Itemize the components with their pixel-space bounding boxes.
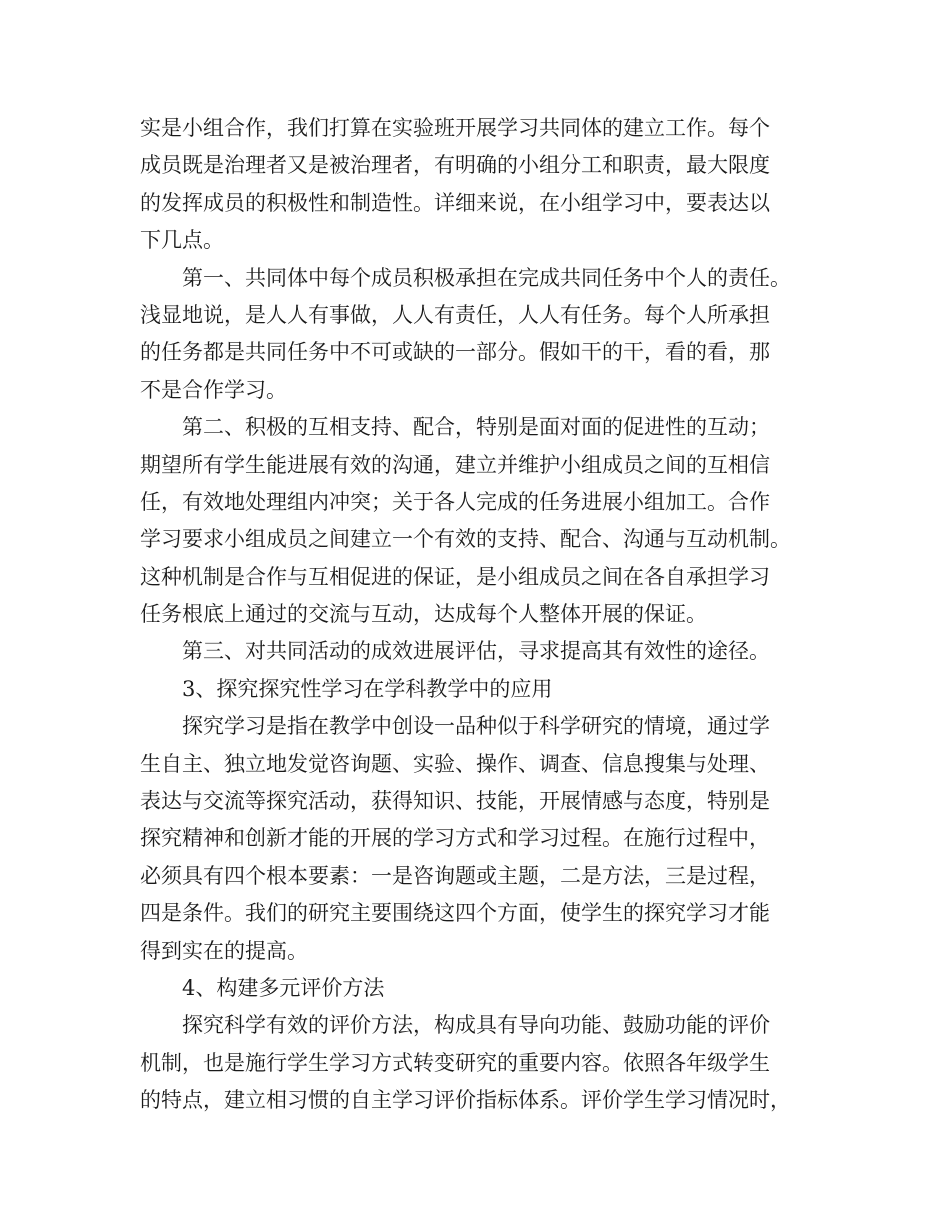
text-line: 不是合作学习。 (140, 377, 287, 402)
text-line: 的特点，建立相习惯的自主学习评价指标体系。评价学生学习情况时， (140, 1088, 791, 1113)
paragraph-first-line: 第一、共同体中每个成员积极承担在完成共同任务中个人的责任。 (182, 265, 791, 290)
text-line: 的发挥成员的积极性和制造性。详细来说，在小组学习中，要表达以 (140, 190, 770, 215)
text-line: 四是条件。我们的研究主要围绕这四个方面，使学生的探究学习才能 (140, 901, 770, 926)
text-line: 这种机制是合作与互相促进的保证，是小组成员之间在各自承担学习 (140, 564, 770, 589)
text-line: 成员既是治理者又是被治理者，有明确的小组分工和职责，最大限度 (140, 153, 770, 178)
text-line: 下几点。 (140, 228, 224, 253)
text-line: 探究精神和创新才能的开展的学习方式和学习过程。在施行过程中， (140, 826, 770, 851)
text-line: 任务根底上通过的交流与互动，达成每个人整体开展的保证。 (140, 602, 707, 627)
text-line: 机制，也是施行学生学习方式转变研究的重要内容。依照各年级学生 (140, 1050, 770, 1075)
section-heading: 3、探究探究性学习在学科教学中的应用 (182, 676, 553, 701)
paragraph-first-line: 第二、积极的互相支持、配合，特别是面对面的促进性的互动； (182, 415, 770, 440)
paragraph-first-line: 探究科学有效的评价方法，构成具有导向功能、鼓励功能的评价 (182, 1013, 770, 1038)
text-line: 任，有效地处理组内冲突；关于各人完成的任务进展小组加工。合作 (140, 489, 770, 514)
text-line: 得到实在的提高。 (140, 938, 308, 963)
paragraph-first-line: 探究学习是指在教学中创设一品种似于科学研究的情境，通过学 (182, 714, 770, 739)
text-line: 的任务都是共同任务中不可或缺的一部分。假如干的干，看的看，那 (140, 340, 770, 365)
section-heading: 4、构建多元评价方法 (182, 975, 385, 1000)
text-line: 生自主、独立地发觉咨询题、实验、操作、调查、信息搜集与处理、 (140, 751, 770, 776)
text-line: 浅显地说，是人人有事做，人人有责任，人人有任务。每个人所承担 (140, 302, 770, 327)
paragraph-first-line: 第三、对共同活动的成效进展评估，寻求提高其有效性的途径。 (182, 639, 770, 664)
document-body (140, 110, 820, 1120)
text-line: 学习要求小组成员之间建立一个有效的支持、配合、沟通与互动机制。 (140, 527, 791, 552)
text-line: 实是小组合作，我们打算在实验班开展学习共同体的建立工作。每个 (140, 116, 770, 140)
text-line: 期望所有学生能进展有效的沟通，建立并维护小组成员之间的互相信 (140, 452, 770, 477)
text-line: 必须具有四个根本要素：一是咨询题或主题，二是方法，三是过程， (140, 863, 770, 888)
text-line: 表达与交流等探究活动，获得知识、技能，开展情感与态度，特别是 (140, 789, 770, 814)
